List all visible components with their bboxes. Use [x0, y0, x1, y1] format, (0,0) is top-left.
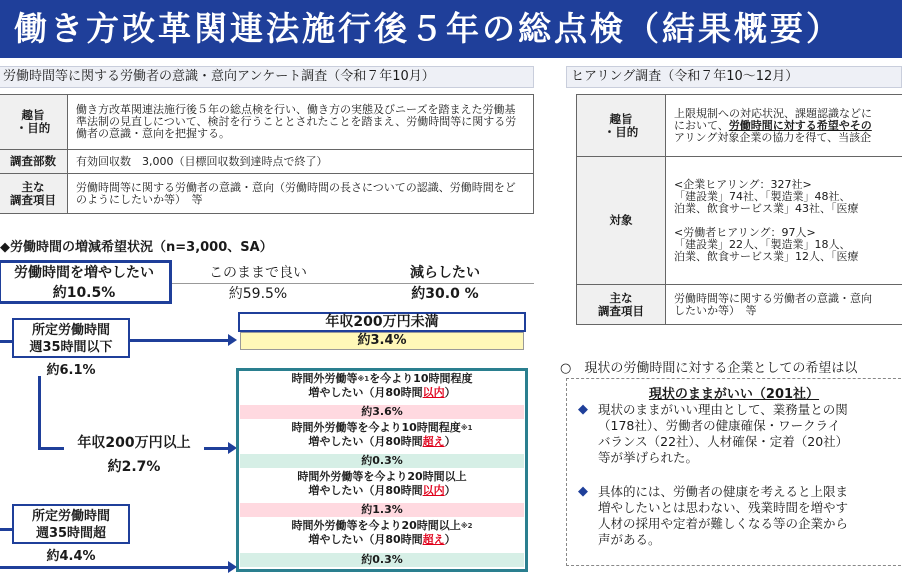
- under35-box: 所定労働時間 週35時間以下: [12, 318, 130, 358]
- under200-value: 約3.4%: [240, 332, 524, 350]
- left-info-table: [0, 94, 534, 214]
- over35-box: 所定労働時間 週35時間超: [12, 504, 130, 544]
- flow-line: [38, 447, 64, 450]
- target-label: 対象: [577, 157, 666, 285]
- flow-line: [0, 528, 12, 531]
- option-increase-value: 約10.5%: [0, 284, 168, 302]
- current-status-title: 現状のままがいい（201社）: [566, 383, 902, 402]
- circle-statement: ○ 現状の労働時間に対する企業としての希望は以: [560, 357, 857, 376]
- flow-line: [130, 339, 228, 342]
- option-same-value: 約59.5%: [178, 285, 338, 303]
- under35-value: 約6.1%: [12, 359, 130, 378]
- flow-line: [204, 447, 228, 450]
- overtime-4-value: 約0.3%: [240, 553, 524, 567]
- survey-title: ◆労働時間の増減希望状況（n=3,000、SA）: [0, 236, 273, 255]
- count-value: 有効回収数 3,000（目標回収数到達時点で終了）: [68, 150, 534, 174]
- flow-line: [0, 566, 230, 569]
- right-items-label: 主な 調査項目: [577, 285, 666, 325]
- overtime-2-text: 時間外労働等を今より10時間程度$^{※1}$ 増やしたい（月80時間超え）: [246, 421, 518, 449]
- option-decrease-label: 減らしたい: [360, 264, 530, 282]
- overtime-2-value: 約0.3%: [240, 454, 524, 468]
- overtime-1-text: 時間外労働等$^{※1}$を今より10時間程度 増やしたい（月80時間以内）: [246, 372, 518, 400]
- over35-value: 約4.4%: [12, 545, 130, 564]
- option-increase-label: 労働時間を増やしたい: [0, 264, 168, 282]
- target-value: <企業ヒアリング：327社> 「建設業」74社、「製造業」48社、 泊業、飲食サービス業」43社、「医療 <労働者ヒアリング：97人> 「建設業」22人、「製造業」18人、 泊業、飲食サービス業」12人、「医療: [666, 157, 902, 285]
- left-section-header: 労働時間等に関する労働者の意識・意向アンケート調査（令和７年10月）: [0, 66, 534, 88]
- option-decrease-value: 約30.0 %: [360, 285, 530, 303]
- flow-line: [0, 340, 12, 343]
- count-label: 調査部数: [0, 150, 68, 174]
- under200-box: 年収200万円未満: [238, 312, 526, 332]
- over200-label: 年収200万円以上: [64, 432, 204, 452]
- diamond-icon: ◆: [578, 484, 588, 499]
- overtime-4-text: 時間外労働等を今より20時間以上$^{※2}$ 増やしたい（月80時間超え）: [246, 519, 518, 547]
- option-same-label: このままで良い: [178, 264, 338, 282]
- right-purpose-value: 上限規制への対応状況、課題認識などに において、労働時間に対する希望やその アリング対象企業の協力を得て、当該企: [666, 95, 902, 157]
- diamond-icon: ◆: [578, 402, 588, 417]
- bullet-1: 現状のままがいい理由として、業務量との関 （178社）、労働者の健康確保・ワークライ バランス（22社）、人材確保・定着（20社） 等が挙げられた。: [598, 402, 848, 466]
- right-items-value: 労働時間等に関する労働者の意識・意向 したいか等） 等: [666, 285, 902, 325]
- page-title: 働き方改革関連法施行後５年の総点検（結果概要）: [0, 0, 902, 58]
- purpose-label: 趣旨 ・目的: [0, 95, 68, 150]
- overtime-3-value: 約1.3%: [240, 503, 524, 517]
- overtime-3-text: 時間外労働等を今より20時間以上 増やしたい（月80時間以内）: [246, 470, 518, 498]
- option-divider: [172, 283, 534, 284]
- flow-line: [38, 376, 41, 448]
- overtime-1-value: 約3.6%: [240, 405, 524, 419]
- right-purpose-label: 趣旨 ・目的: [577, 95, 666, 157]
- over200-value: 約2.7%: [64, 456, 204, 476]
- right-info-table: [576, 94, 902, 325]
- bullet-2: 具体的には、労働者の健康を考えると上限ま 増やしたいとは思わない、残業時間を増やす 人材の採用や定着が難しくなる等の企業から 声がある。: [598, 484, 848, 548]
- arrow-icon: [228, 334, 237, 346]
- purpose-value: 働き方改革関連法施行後５年の総点検を行い、働き方の実態及びニーズを踏まえた労働基準法制の見直しについて、検討を行うこととされたことを踏まえ、労働時間等に関する労働者の意識・意向を把握する。: [68, 95, 534, 150]
- right-section-header: ヒアリング調査（令和７年10～12月）: [566, 66, 902, 88]
- items-label: 主な 調査項目: [0, 174, 68, 214]
- items-value: 労働時間等に関する労働者の意識・意向（労働時間の長さについての認識、労働時間をどのようにしたいか等） 等: [68, 174, 534, 214]
- arrow-icon: [228, 561, 237, 573]
